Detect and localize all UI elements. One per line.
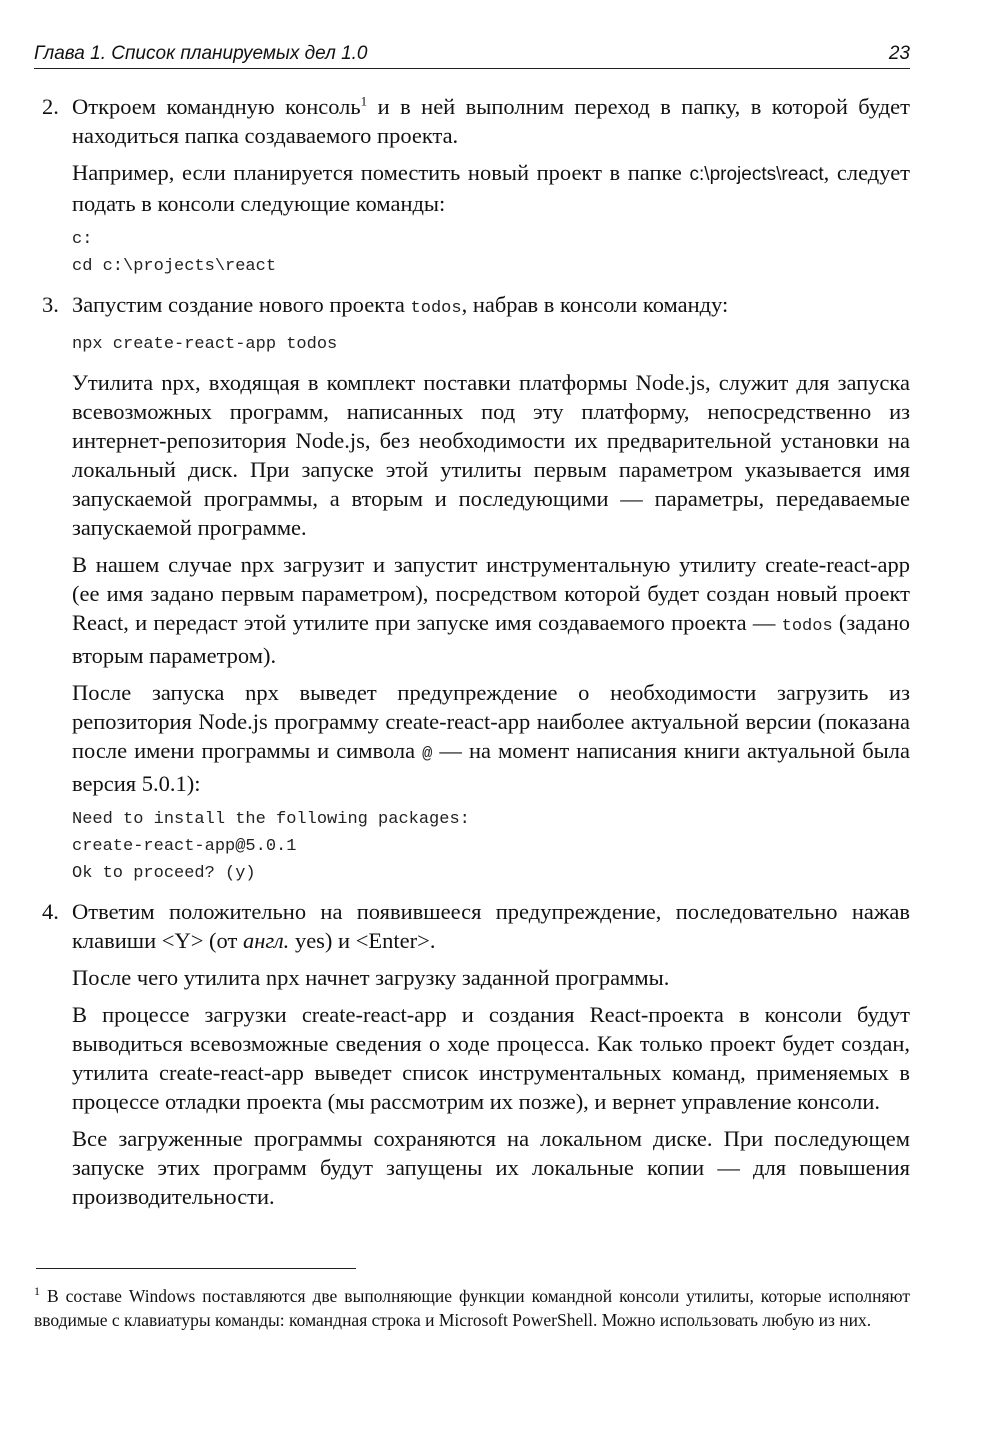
chapter-title: Глава 1. Список планируемых дел 1.0 xyxy=(34,43,368,64)
footnote xyxy=(34,1284,910,1332)
text-run: Запустим создание нового проекта xyxy=(72,292,411,317)
step-number: 3. xyxy=(42,292,59,317)
footnote-divider xyxy=(36,1268,356,1269)
inline-code: @ xyxy=(422,745,433,764)
footnote-mark: 1 xyxy=(34,1284,40,1299)
paragraph: После чего утилита npx начнет загрузку заданной программы. xyxy=(72,965,670,990)
code-block: npx create-react-app todos xyxy=(72,335,338,354)
paragraph xyxy=(72,92,910,150)
text-run: , следует подать в консоли следующие команды: xyxy=(72,160,911,216)
paragraph: В процессе загрузки create-react-app и создания React-проекта в консоли будут выводиться всевозможные сведения о ходе процесса. Как только проект будет создан, утилита create-react-app выведет список инструментальных команд, применяемых в процессе отладки проекта (мы рассмотрим их позже), и вернет управление консоли. xyxy=(72,1002,910,1114)
text-run: После запуска npx выведет предупреждение о необходимости загрузить из репозитория Node.js программу create-react-app наиболее актуальной версии (показана после имени программы и символа xyxy=(72,680,910,763)
paragraph: Утилита npx, входящая в комплект поставки платформы Node.js, служит для запуска всевозможных программ, написанных под эту платформу, непосредственно из интернет-репозитория Node.js, без необходимости их предварительной установки на локальный диск. При запуске этой утилиты первым параметром указывается имя запускаемой программы, а вторым и последующими — параметры, передаваемые запускаемой программе. xyxy=(72,370,910,540)
inline-code: todos xyxy=(410,299,462,318)
step-number: 4. xyxy=(42,899,59,924)
page-number: 23 xyxy=(888,43,910,64)
text-run: yes) и <Enter>. xyxy=(289,928,436,953)
main-text xyxy=(34,92,910,1219)
text-run: Откроем командную консоль xyxy=(72,94,361,119)
running-header xyxy=(34,40,910,69)
path-text: c:\projects\react xyxy=(689,164,824,185)
footnote-text: В составе Windows поставляются две выполняющие функции командной консоли утилиты, которые исполняют вводимые с клавиатуры команды: командная строка и Microsoft PowerShell. Можно использовать любую из них. xyxy=(34,1286,910,1330)
paragraph xyxy=(72,290,910,323)
text-run: Например, если планируется поместить новый проект в папке xyxy=(72,160,690,185)
paragraph xyxy=(72,158,910,218)
list-item-step-4 xyxy=(34,897,910,1211)
paragraph xyxy=(72,897,910,955)
inline-code: todos xyxy=(781,617,833,636)
text-run: Ответим положительно на появившееся предупреждение, последовательно нажав клавиши <Y> (от xyxy=(72,899,910,953)
paragraph xyxy=(72,678,910,798)
abbreviation: англ. xyxy=(242,928,290,953)
text-run: — на момент написания книги актуальной была версия 5.0.1): xyxy=(72,738,910,796)
footnote-ref: 1 xyxy=(360,93,368,109)
text-run: , набрав в консоли команду: xyxy=(461,292,729,317)
step-number: 2. xyxy=(42,94,59,119)
text-run: и в ней выполним переход в папку, в которой будет находиться папка создаваемого проекта. xyxy=(72,94,910,148)
list-item-step-2 xyxy=(34,92,910,280)
text-run: В нашем случае npx загрузит и запустит инструментальную утилиту create-react-app (ее имя задано первым параметром), посредством которой будет создан новый проект React, и передаст этой утилите при запуске имя создаваемого проекта — xyxy=(72,552,910,635)
text-run: (задано вторым параметром). xyxy=(72,610,911,668)
code-block: Need to install the following packages: create-react-app@5.0.1 Ok to proceed? (y) xyxy=(72,810,470,883)
paragraph: Все загруженные программы сохраняются на локальном диске. При последующем запуске этих программ будут запущены их локальные копии — для повышения производительности. xyxy=(72,1126,910,1209)
list-item-step-3 xyxy=(34,290,910,887)
paragraph xyxy=(72,550,910,670)
code-block: c: cd c:\projects\react xyxy=(72,230,277,276)
